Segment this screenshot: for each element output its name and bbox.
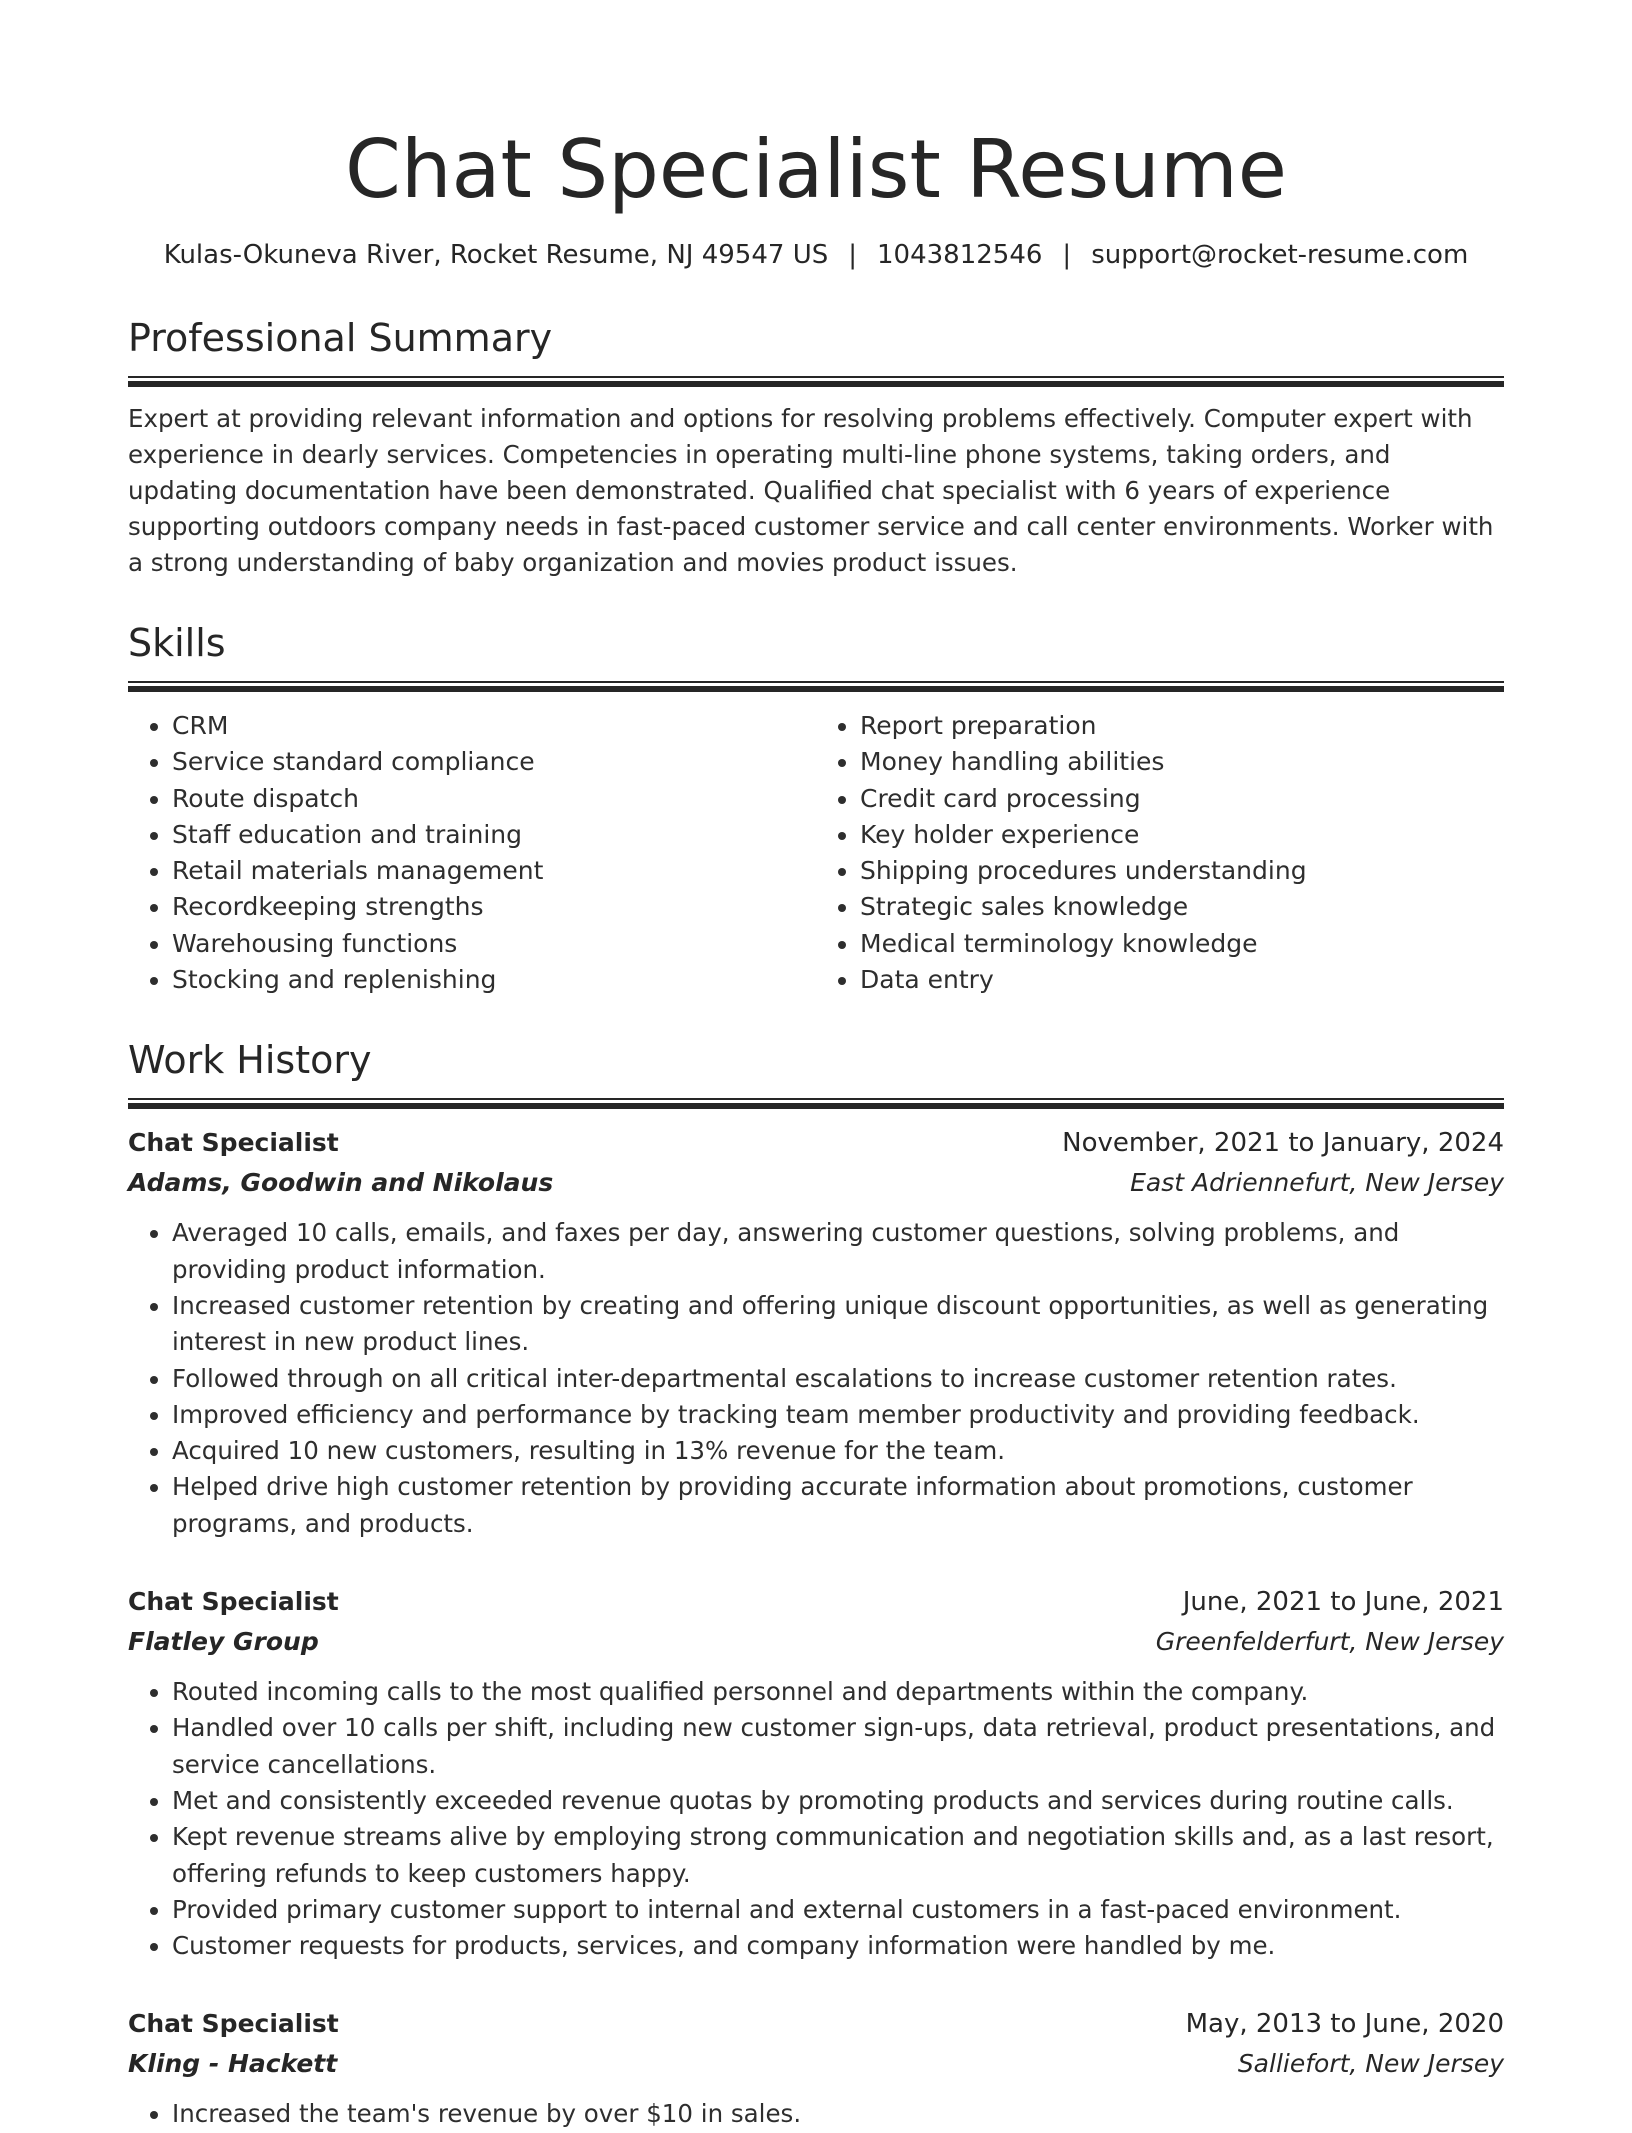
skill-item: • Money handling abilities <box>860 744 1504 780</box>
job-subheader <box>128 1622 1504 1662</box>
job-duty: • Helped drive high customer retention by providing accurate information about promotions, customer programs, and products. <box>172 1469 1504 1542</box>
job-entry <box>128 1123 1504 1542</box>
job-dates: May, 2013 to June, 2020 <box>1185 2009 1504 2040</box>
contact-email: support@rocket-resume.com <box>1091 240 1469 270</box>
job-duty: • Increased the team's revenue by over $10 in sales. <box>172 2096 1504 2132</box>
skill-item: • Retail materials management <box>172 853 816 889</box>
job-duty: • Followed through on all critical inter-departmental escalations to increase customer retention rates. <box>172 1361 1504 1397</box>
job-duty: • Improved efficiency and performance by tracking team member productivity and providing feedback. <box>172 1397 1504 1433</box>
section-divider <box>128 1098 1504 1109</box>
job-duty: • Increased customer retention by creating and offering unique discount opportunities, as well as generating interest in new product lines. <box>172 1288 1504 1361</box>
job-company: Adams, Goodwin and Nikolaus <box>128 1168 554 1198</box>
skill-item: • Route dispatch <box>172 781 816 817</box>
resume-title: Chat Specialist Resume <box>344 123 1288 216</box>
summary-heading: Professional Summary <box>128 316 553 360</box>
skills-list-right <box>816 708 1504 998</box>
skill-item: • Recordkeeping strengths <box>172 889 816 925</box>
contact-separator: | <box>848 240 857 270</box>
skill-item: • Stocking and replenishing <box>172 962 816 998</box>
skill-item: • Data entry <box>860 962 1504 998</box>
job-header <box>128 2004 1504 2044</box>
contact-separator: | <box>1062 240 1072 270</box>
skills-list-left <box>128 708 816 998</box>
job-duty: • Met and consistently exceeded revenue quotas by promoting products and services during routine calls. <box>172 1783 1504 1819</box>
job-entry <box>128 1582 1504 1964</box>
job-duties-list <box>128 2096 1504 2132</box>
job-duty: • Provided primary customer support to internal and external customers in a fast-paced environment. <box>172 1892 1504 1928</box>
section-divider <box>128 376 1504 387</box>
skill-item: • Report preparation <box>860 708 1504 744</box>
skill-item: • Staff education and training <box>172 817 816 853</box>
job-dates: November, 2021 to January, 2024 <box>1062 1128 1504 1159</box>
job-location: Greenfelderfurt, New Jersey <box>1155 1627 1504 1657</box>
job-duty: • Acquired 10 new customers, resulting in 13% revenue for the team. <box>172 1433 1504 1469</box>
job-duties-list <box>128 1215 1504 1542</box>
job-entry <box>128 2004 1504 2132</box>
job-company: Kling - Hackett <box>128 2049 338 2079</box>
skill-item: • Key holder experience <box>860 817 1504 853</box>
skill-item: • Shipping procedures understanding <box>860 853 1504 889</box>
contact-phone: 1043812546 <box>877 240 1043 270</box>
skill-item: • Strategic sales knowledge <box>860 889 1504 925</box>
skills-columns <box>128 708 1504 998</box>
job-title: Chat Specialist <box>128 2009 339 2039</box>
skill-item: • Credit card processing <box>860 781 1504 817</box>
job-location: East Adriennefurt, New Jersey <box>1130 1168 1504 1198</box>
summary-text: Expert at providing relevant information and options for resolving problems effectively. Computer expert with experience in dearly services. Competencies in operating multi-line phone systems, taking orders, and updating documentation have been demonstrated. Qualified chat specialist with 6 years of experience supporting outdoors company needs in fast-paced customer service and call center environments. Worker with a strong understanding of baby organization and movies product issues. <box>128 404 1494 577</box>
skill-item: • Warehousing functions <box>172 926 816 962</box>
skill-item: • Service standard compliance <box>172 744 816 780</box>
job-subheader <box>128 1163 1504 1203</box>
job-subheader <box>128 2044 1504 2084</box>
contact-address: Kulas-Okuneva River, Rocket Resume, NJ 49547 US <box>163 240 829 270</box>
section-divider <box>128 681 1504 692</box>
skills-heading: Skills <box>128 621 226 665</box>
job-duties-list <box>128 1674 1504 1964</box>
job-header <box>128 1582 1504 1622</box>
job-duty: • Routed incoming calls to the most qualified personnel and departments within the company. <box>172 1674 1504 1710</box>
job-dates: June, 2021 to June, 2021 <box>1182 1587 1504 1618</box>
job-title: Chat Specialist <box>128 1128 339 1158</box>
work-history-heading: Work History <box>128 1038 372 1083</box>
skill-item: • Medical terminology knowledge <box>860 926 1504 962</box>
job-company: Flatley Group <box>128 1627 319 1657</box>
contact-line <box>128 238 1504 272</box>
job-duty: • Customer requests for products, services, and company information were handled by me. <box>172 1928 1504 1964</box>
job-duty: • Kept revenue streams alive by employing strong communication and negotiation skills and, as a last resort, offering refunds to keep customers happy. <box>172 1819 1504 1892</box>
job-duty: • Handled over 10 calls per shift, including new customer sign-ups, data retrieval, product presentations, and service cancellations. <box>172 1710 1504 1783</box>
job-duty: • Averaged 10 calls, emails, and faxes per day, answering customer questions, solving problems, and providing product information. <box>172 1215 1504 1288</box>
skill-item: • CRM <box>172 708 816 744</box>
job-header <box>128 1123 1504 1163</box>
job-location: Salliefort, New Jersey <box>1237 2049 1504 2079</box>
job-title: Chat Specialist <box>128 1587 339 1617</box>
